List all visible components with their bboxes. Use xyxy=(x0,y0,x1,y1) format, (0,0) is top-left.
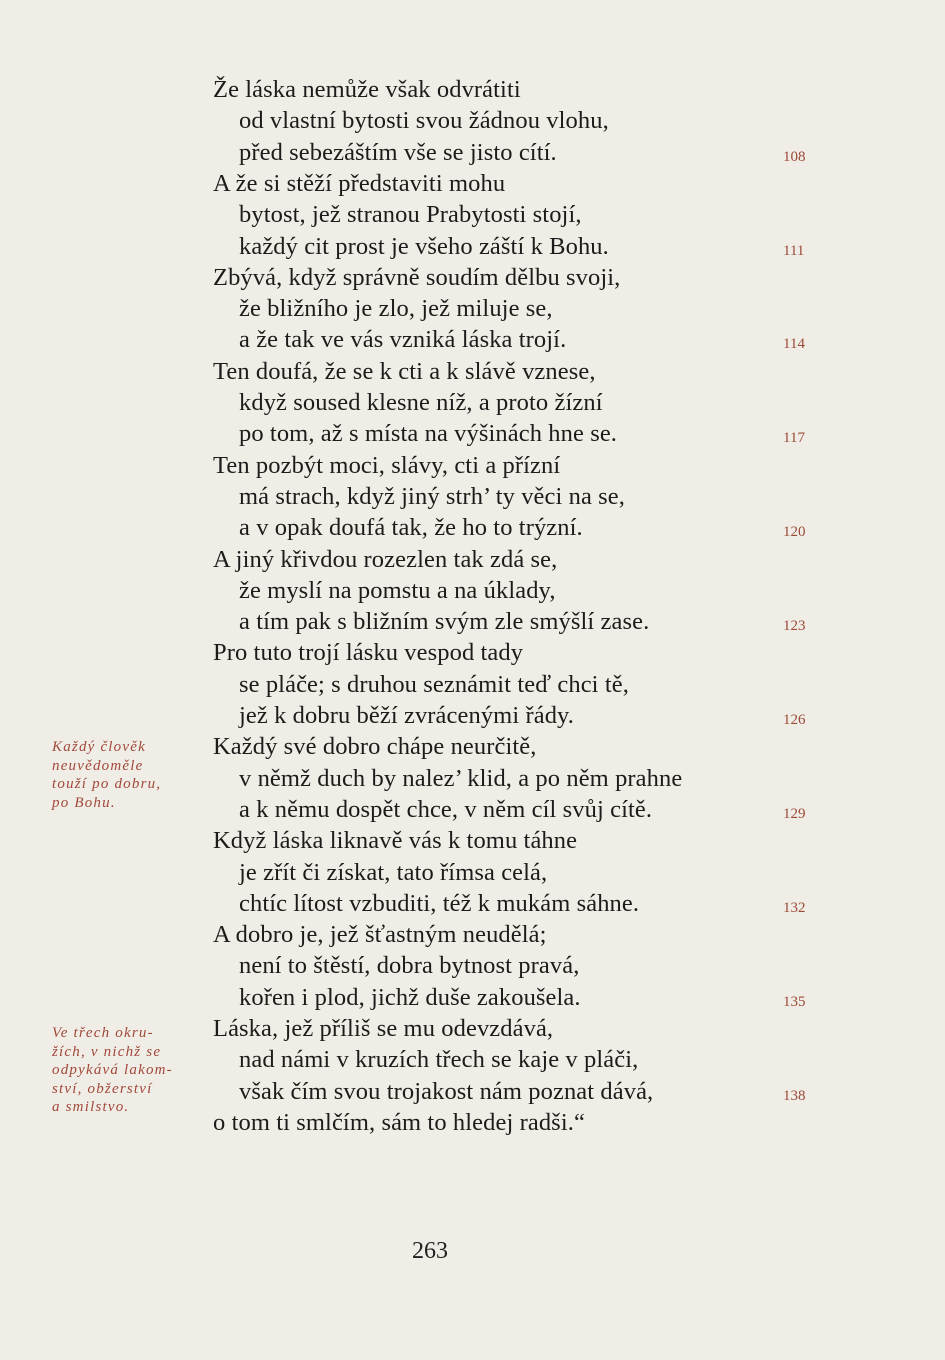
verse-line: bytost, jež stranou Prabytosti stojí, xyxy=(239,201,582,229)
verse-line: v němž duch by nalez’ klid, a po něm prahne xyxy=(239,764,683,792)
verse-number: 111 xyxy=(783,242,805,259)
verse-line: Každý své dobro chápe neurčitě, xyxy=(213,733,537,761)
verse-line: a že tak ve vás vzniká láska trojí. xyxy=(239,326,567,354)
margin-note-line: touží po dobru, xyxy=(52,776,162,792)
verse-line: že myslí na pomstu a na úklady, xyxy=(239,576,556,604)
verse-number: 129 xyxy=(783,805,806,822)
verse-line: však čím svou trojakost nám poznat dává, xyxy=(239,1077,654,1105)
verse-line: Pro tuto trojí lásku vespod tady xyxy=(213,639,524,667)
margin-note-line: ství, obžerství xyxy=(52,1080,153,1097)
verse-line: A dobro je, jež šťastným neudělá; xyxy=(213,921,547,949)
verse-line: že bližního je zlo, jež miluje se, xyxy=(239,295,553,323)
page-number: 263 xyxy=(412,1238,448,1264)
verse-line: každý cit prost je všeho záští k Bohu. xyxy=(239,232,609,260)
verse-line: nad námi v kruzích třech se kaje v pláči, xyxy=(239,1046,639,1074)
verse-line: Láska, jež příliš se mu odevzdává, xyxy=(213,1015,554,1042)
verse-line: když soused klesne níž, a proto žízní xyxy=(239,389,603,416)
verse-number: 135 xyxy=(783,993,806,1010)
verse-line: Zbývá, když správně soudím dělbu svoji, xyxy=(213,263,621,291)
verse-line: Že láska nemůže však odvrátiti xyxy=(213,76,521,103)
margin-note xyxy=(52,1024,173,1117)
verse-number: 117 xyxy=(783,430,805,447)
verse-line: kořen i plod, jichž duše zakoušela. xyxy=(239,983,581,1011)
margin-note-line: Každý člověk xyxy=(52,739,146,755)
verse-line: a tím pak s bližním svým zle smýšlí zase. xyxy=(239,608,650,636)
verse-line: jež k dobru běží zvrácenými řády. xyxy=(239,702,575,729)
verse-line: od vlastní bytosti svou žádnou vlohu, xyxy=(239,107,609,135)
verse-line: chtíc lítost vzbuditi, též k mukám sáhne. xyxy=(239,889,640,917)
verse-line: Ten pozbýt moci, slávy, cti a přízní xyxy=(213,451,561,479)
verse-number: 114 xyxy=(783,336,805,353)
margin-note-line: po Bohu. xyxy=(52,794,116,811)
verse-number: 132 xyxy=(783,899,806,916)
verse-line: není to štěstí, dobra bytnost pravá, xyxy=(239,952,580,980)
margin-note-line: a smilstvo. xyxy=(52,1099,130,1115)
margin-note-line: odpykává lakom- xyxy=(52,1062,173,1078)
verse-line: se pláče; s druhou seznámit teď chci tě, xyxy=(239,670,629,698)
verse-line: má strach, když jiný strh’ ty věci na se, xyxy=(239,482,626,510)
verse-number: 120 xyxy=(783,524,806,541)
verse-line: a v opak doufá tak, že ho to trýzní. xyxy=(239,514,583,542)
verse-number: 126 xyxy=(783,712,806,728)
verse-line: o tom ti smlčím, sám to hledej radši.“ xyxy=(213,1108,585,1136)
verse-line: A že si stěží představiti mohu xyxy=(213,169,506,197)
verse-number: 138 xyxy=(783,1087,806,1104)
verse-number: 123 xyxy=(783,618,806,635)
verse-line: po tom, až s místa na výšinách hne se. xyxy=(239,420,618,448)
verse-number: 108 xyxy=(783,148,806,165)
verse-line: A jiný křivdou rozezlen tak zdá se, xyxy=(213,545,558,573)
margin-note-line: Ve třech okru- xyxy=(52,1025,154,1041)
verse-line: je zřít či získat, tato římsa celá, xyxy=(239,858,548,886)
verse-line: Když láska liknavě vás k tomu táhne xyxy=(213,827,578,855)
verse-line: Ten doufá, že se k cti a k slávě vznese, xyxy=(213,357,596,385)
margin-note-line: neuvědoměle xyxy=(52,757,144,774)
margin-note-line: žích, v nichž se xyxy=(52,1043,162,1060)
verse-line: před sebezáštím vše se jisto cítí. xyxy=(239,138,557,166)
margin-note xyxy=(52,738,161,812)
verse-line: a k němu dospět chce, v něm cíl svůj cítě. xyxy=(239,795,653,823)
